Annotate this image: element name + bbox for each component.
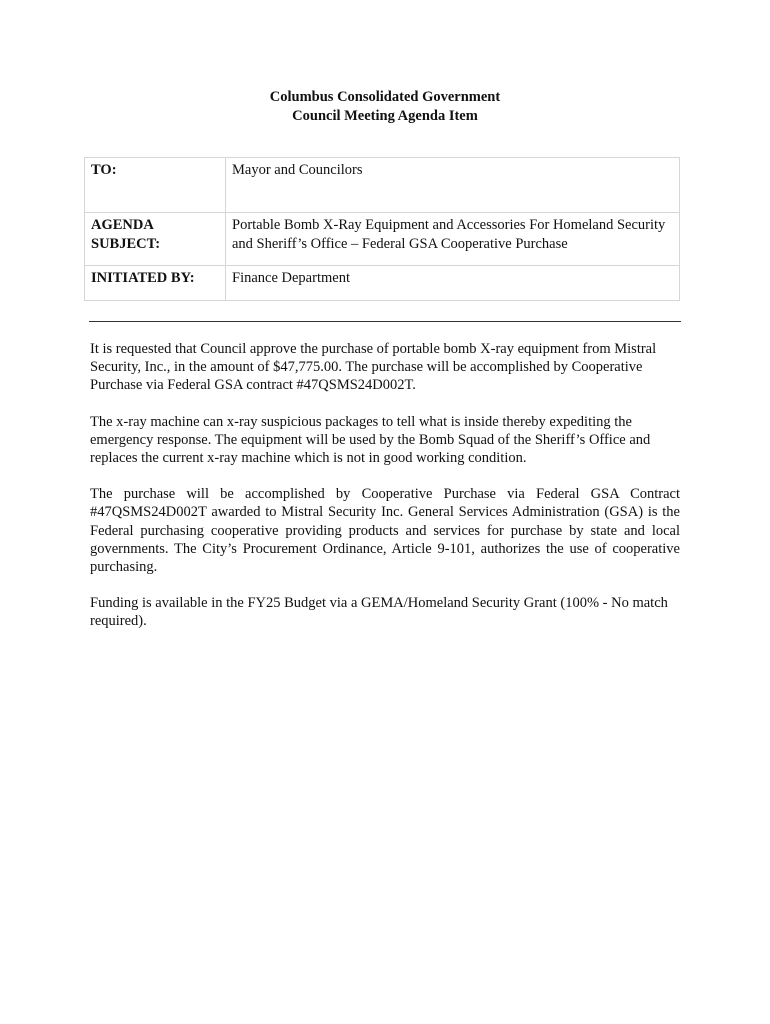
body-paragraph-request: It is requested that Council approve the purchase of portable bomb X-ray equipment from Mistral Security, Inc., in the amount of $47,775.00. The purchase will be accomplished by Cooperative Purchase via Federal GSA contract #47QSMS24D002T.	[90, 341, 657, 394]
to-label: TO:	[85, 158, 226, 213]
table-row-to	[85, 158, 680, 213]
document-header	[0, 88, 770, 126]
initiated-by-label: INITIATED BY:	[85, 266, 226, 301]
table-row-initiated-by	[85, 266, 680, 301]
agenda-subject-label: AGENDA SUBJECT:	[85, 213, 226, 266]
body-paragraph-equipment: The x-ray machine can x-ray suspicious packages to tell what is inside thereby expediting the emergency response. The equipment will be used by the Bomb Squad of the Sheriff’s Office and replaces the current x-ray machine which is not in good working condition.	[90, 413, 651, 467]
document-title: Council Meeting Agenda Item	[292, 108, 478, 124]
body-paragraph-cooperative-purchase: The purchase will be accomplished by Cooperative Purchase via Federal GSA Contract #47QSMS24D002T awarded to Mistral Security Inc. General Services Administration (GSA) is the Federal purchasing cooperative providing products and services for purchase by state and local governments. The City’s Procurement Ordinance, Article 9-101, authorizes the use of cooperative purchasing.	[90, 486, 680, 576]
initiated-by-value: Finance Department	[226, 266, 680, 301]
to-value: Mayor and Councilors	[226, 158, 680, 213]
agenda-info-table	[84, 157, 680, 301]
horizontal-divider	[89, 321, 681, 322]
document-body	[90, 340, 680, 649]
body-paragraph-funding: Funding is available in the FY25 Budget via a GEMA/Homeland Security Grant (100% - No match required).	[90, 595, 668, 630]
government-name: Columbus Consolidated Government	[269, 89, 501, 105]
table-row-agenda-subject	[85, 213, 680, 266]
agenda-subject-value: Portable Bomb X-Ray Equipment and Accessories For Homeland Security and Sheriff’s Office – Federal GSA Cooperative Purchase	[226, 213, 680, 266]
